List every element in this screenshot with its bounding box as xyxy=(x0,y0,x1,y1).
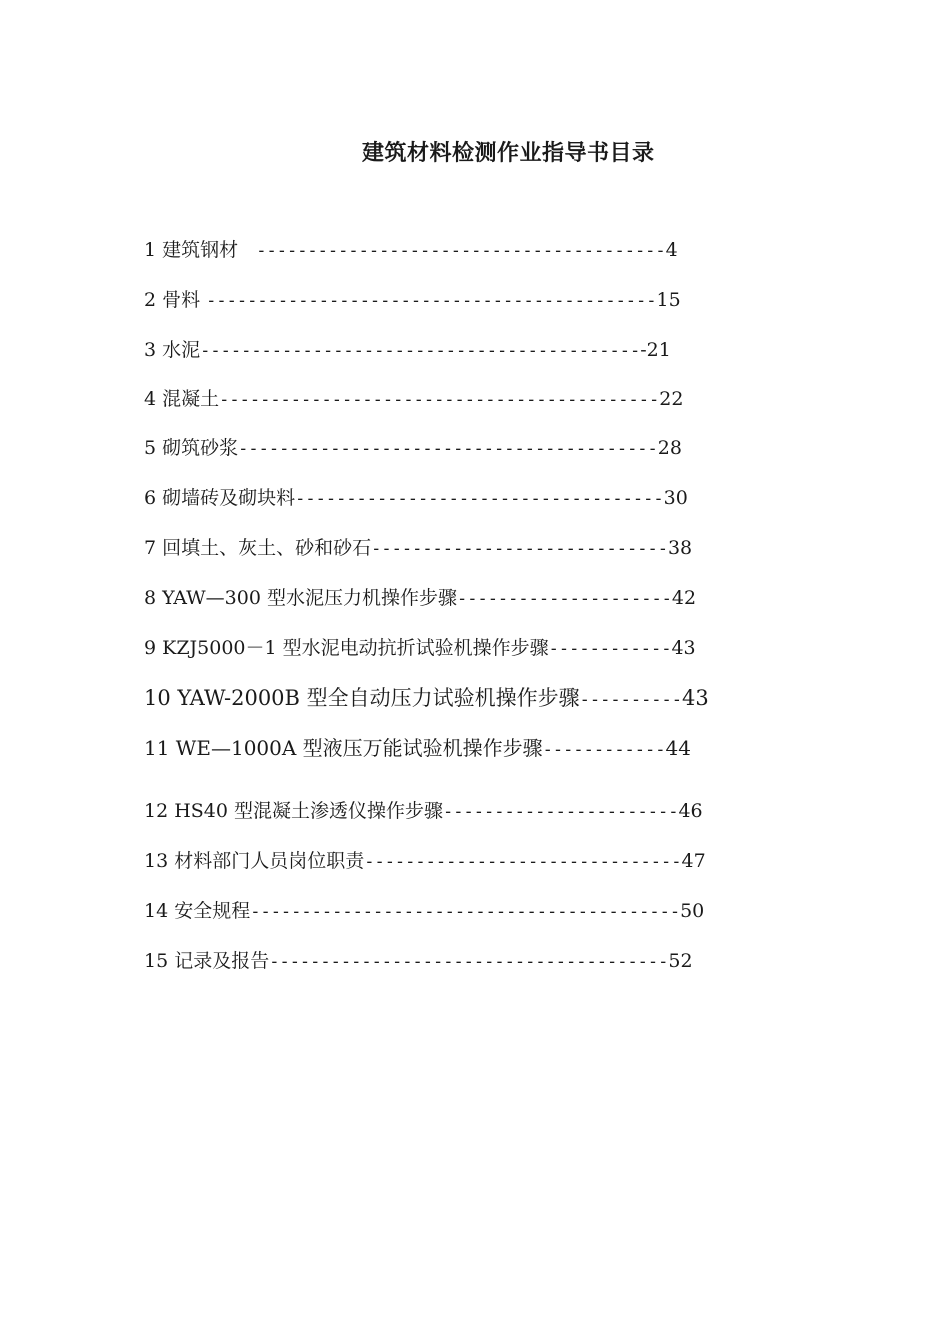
toc-entry xyxy=(144,288,681,313)
toc-entry-page: 15 xyxy=(656,289,681,311)
toc-entry-page: -21 xyxy=(640,339,671,361)
toc-entry-leader: ------------ xyxy=(548,639,672,659)
toc-entry xyxy=(144,949,693,974)
toc-entry xyxy=(144,899,704,924)
toc-entry-title: 2 骨料 xyxy=(144,289,207,311)
toc-entry-leader: ----------------------- xyxy=(443,802,679,822)
document-title: 建筑材料检测作业指导书目录 xyxy=(362,141,655,166)
toc-entry xyxy=(144,636,696,661)
toc-entry-page: 30 xyxy=(663,487,688,509)
toc-entry-page: 43 xyxy=(682,686,709,710)
toc-entry-leader: --------------------- xyxy=(456,589,672,609)
toc-entry-page: 22 xyxy=(659,388,684,410)
toc-entry-title: 14 安全规程 xyxy=(144,900,251,922)
toc-entry-page: 44 xyxy=(665,736,691,760)
toc-entry-title: 8 YAW—300 型水泥压力机操作步骤 xyxy=(144,587,457,609)
toc-entry-leader: ------------------------------------ xyxy=(295,489,664,509)
toc-entry-title: 12 HS40 型混凝土渗透仪操作步骤 xyxy=(144,800,444,822)
toc-entry-leader: ------------ xyxy=(542,740,666,760)
toc-entry-leader: -------------------------------------------- xyxy=(206,291,657,311)
toc-entry-leader: ------------------------------------------- xyxy=(200,341,641,361)
toc-entry-page: 43 xyxy=(671,637,696,659)
toc-entry-leader: ------------------------------- xyxy=(364,852,682,872)
toc-entry xyxy=(144,736,691,762)
toc-entry-title: 10 YAW-2000B 型全自动压力试验机操作步骤 xyxy=(144,686,580,710)
toc-entry-page: 42 xyxy=(671,587,697,609)
toc-entry-leader: ----------------------------- xyxy=(371,539,668,559)
toc-entry-page: 52 xyxy=(668,950,693,972)
toc-entry-page: 50 xyxy=(680,900,705,922)
toc-entry-leader: ----------------------------------------- xyxy=(238,439,658,459)
toc-entry xyxy=(144,536,692,561)
toc-entry-page: 47 xyxy=(681,850,706,872)
toc-entry-title: 6 砌墙砖及砌块料 xyxy=(144,487,296,509)
toc-entry xyxy=(144,238,678,263)
toc-entry-page: 38 xyxy=(667,537,693,559)
toc-entry xyxy=(144,686,709,712)
toc-entry xyxy=(144,387,683,412)
toc-entry-leader: ------------------------------------------ xyxy=(250,902,681,922)
toc-entry-leader: ---------------------------------------- xyxy=(256,241,666,261)
toc-entry-title: 13 材料部门人员岗位职责 xyxy=(144,850,365,872)
toc-entry xyxy=(144,849,706,874)
toc-entry-page: 28 xyxy=(657,437,682,459)
toc-entry-title: 4 混凝土 xyxy=(144,388,220,410)
toc-entry-title: 9 KZJ5000－1 型水泥电动抗折试验机操作步骤 xyxy=(144,637,549,659)
toc-entry xyxy=(144,338,671,363)
toc-entry xyxy=(144,436,682,461)
toc-entry-title: 7 回填土、灰土、砂和砂石 xyxy=(144,537,372,559)
toc-entry-title: 11 WE—1000A 型液压万能试验机操作步骤 xyxy=(144,736,543,760)
toc-entry-page: 46 xyxy=(678,800,703,822)
toc-entry-title: 5 砌筑砂浆 xyxy=(144,437,239,459)
toc-entry xyxy=(144,586,696,611)
toc-entry xyxy=(144,486,688,511)
toc-entry-page: 4 xyxy=(665,239,678,261)
toc-entry-leader: ------------------------------------------- xyxy=(219,390,660,410)
toc-entry-leader: ---------- xyxy=(579,690,683,710)
toc-entry xyxy=(144,799,703,824)
toc-entry-title: 15 记录及报告 xyxy=(144,950,270,972)
toc-entry-title: 1 建筑钢材 xyxy=(144,239,257,261)
toc-entry-title: 3 水泥 xyxy=(144,339,201,361)
toc-entry-leader: --------------------------------------- xyxy=(269,952,669,972)
